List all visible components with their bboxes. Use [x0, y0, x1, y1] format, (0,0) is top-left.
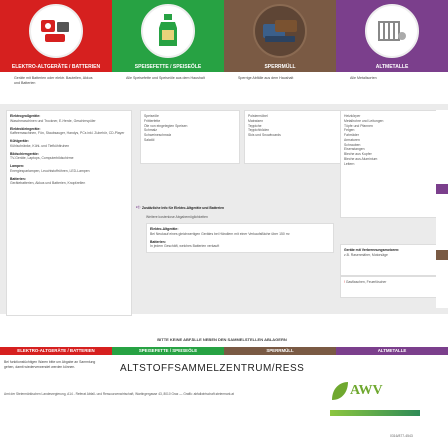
- gas-items: Gasflaschen, Feuerlöscher: [345, 280, 387, 284]
- metal-item: Heizkörper: [344, 114, 361, 118]
- group-items: TV-Geräte, Laptops, Computerbildschirme: [10, 156, 74, 161]
- metal-item: Fahrräder: [344, 133, 359, 138]
- band-bulky: SPERRMÜLL: [224, 347, 336, 355]
- credits: Amt der Steiermärkischen Landesregierung, A14 - Referat Abfall- und Ressourcenwirtschaft, Wartingergasse 43, 8010 Graz — Grafik: abfallwirtschaft.steiermark.at: [4, 392, 235, 396]
- group-items: Waschmaschinen und Trockner, E-Herde, Geschirrspüler: [10, 118, 96, 123]
- band-metal: ALTMETALLE: [336, 347, 448, 355]
- info-title: Zusätzliche Info für Elektro-Altgeräte und Batterien: [141, 206, 225, 210]
- info-list-body: Bei Neukauf eines gleichwertigen Gerätes bei Händlern mit einer Verkaufsfläche über 150 m²: [150, 231, 290, 236]
- content-area: [0, 104, 448, 314]
- group-head: Elektrogroßgeräte:: [10, 114, 41, 118]
- metal-item: Leitern: [344, 161, 355, 166]
- group-batteries: [10, 177, 128, 187]
- edge-accent-purple: [436, 184, 448, 194]
- caption-metal: Alle Metallsorten: [350, 76, 377, 80]
- group-large-appliances: [10, 114, 128, 124]
- oil-item: Speiseöle: [144, 114, 159, 118]
- engine-devices-card: [340, 244, 438, 276]
- oil-item: Schweineschmalz: [144, 133, 172, 138]
- arrow-icon: ➪: [136, 205, 142, 211]
- group-items: Energiesparlampen, Leuchtstoffröhren, LED-Lampen: [10, 168, 90, 173]
- metal-item: Bleche aus Kupfer: [344, 152, 372, 157]
- top-category-band: [0, 62, 448, 72]
- oil-item: Schmalz: [144, 128, 158, 133]
- band-electronics: ELEKTRO-ALTGERÄTE / BATTERIEN: [0, 347, 112, 355]
- group-cooling: [10, 139, 128, 149]
- band-metal: ALTMETALLE: [336, 62, 448, 72]
- group-items: Kühlschränke, Kühl- und Tiefkühltruhen: [10, 143, 70, 148]
- icon-tile-metal: [336, 0, 448, 62]
- bulky-item: Polstermöbel: [248, 114, 268, 118]
- group-head: Kühlgeräte:: [10, 139, 29, 144]
- oils-list-card: [140, 110, 240, 164]
- bulky-waste-icon: [253, 4, 307, 58]
- info-card: [146, 223, 334, 253]
- electronics-list-card: [6, 110, 132, 316]
- header-icons: [0, 0, 448, 62]
- electronics-icon: [29, 4, 83, 58]
- logo-text: AWV: [350, 383, 383, 398]
- metal-item: Eisenstangen: [344, 147, 365, 152]
- metal-item: Metallrohre und Leitungen: [344, 118, 384, 123]
- info-subtitle: Weitere kostenlose Abgabemöglichkeiten: [146, 215, 208, 220]
- caption-bulky: Sperrige Abfälle aus dem Haushalt: [238, 76, 294, 80]
- group-small-appliances: [10, 127, 128, 137]
- bulky-item: Teppichböden: [248, 128, 270, 133]
- group-lamps: [10, 164, 128, 174]
- metal-item: Schrauben: [344, 142, 361, 147]
- bottom-category-band: [0, 347, 448, 355]
- metal-item: Felgen: [344, 128, 355, 133]
- awv-logo: [330, 376, 422, 406]
- metal-list-card: [340, 110, 438, 218]
- group-head: Batterien:: [10, 176, 26, 181]
- group-head: Lampen:: [10, 164, 25, 169]
- caption-electronics: Geräte mit Batterien oder elektr. Bauteilen, Akkus und Batterien: [14, 76, 93, 85]
- oil-item: Öle von eingelegten Speisen: [144, 123, 188, 128]
- oil-bottle-icon: [141, 4, 195, 58]
- phone-number: 0316/877-4543: [390, 434, 413, 438]
- group-head: Bildschirmgeräte:: [10, 151, 39, 156]
- leaf-icon: [330, 380, 350, 402]
- icon-tile-bulky: [224, 0, 336, 62]
- icon-tile-electronics: [0, 0, 112, 62]
- oil-item: Salatöl: [144, 137, 155, 142]
- band-oils: SPEISEFETTE / SPEISEÖLE: [112, 347, 224, 355]
- band-bulky: SPERRMÜLL: [224, 62, 336, 72]
- logo-bar: [330, 410, 420, 416]
- oil-item: Frittierfette: [144, 118, 161, 123]
- gas-devices-card: ! Gasflaschen, Feuerlöscher: [340, 276, 438, 298]
- bulky-item: Matratzen: [248, 118, 264, 123]
- metal-item: Armaturen: [344, 137, 360, 142]
- metal-item: Bleche aus Aluminium: [344, 156, 378, 161]
- info-battery-body: In jedem Geschäft, welches Batterien verkauft: [150, 244, 220, 249]
- engine-head: Geräte mit Verbrennungsmotoren:: [344, 248, 400, 252]
- caption-oils: Alle Speisefette und Speiseöle aus dem Haushalt: [126, 76, 205, 80]
- icon-tile-oil: [112, 0, 224, 62]
- group-items: Kaffeemaschinen, Fön, Staubsauger, Handys, PCs inkl. Zubehör, CD-Player: [10, 131, 125, 136]
- rule-notice: BITTE KEINE ABFÄLLE NEBEN DEN SAMMELSTELLEN ABLAGERN: [157, 337, 287, 342]
- bulky-item: Skis und Snowboards: [248, 133, 281, 138]
- band-electronics: ELEKTRO-ALTGERÄTE / BATTERIEN: [0, 62, 112, 72]
- engine-items: z.B. Rasenmäher, Motorsäge: [344, 252, 388, 257]
- category-descriptions: [0, 74, 448, 100]
- group-head: Elektrokleingeräte:: [10, 126, 41, 131]
- group-items: Gerätebatterien, Akkus und Batterien, Knopfzellen: [10, 181, 86, 186]
- group-screens: [10, 152, 128, 162]
- info-battery-head: Batterien:: [150, 239, 166, 244]
- metal-item: Töpfe und Pfannen: [344, 123, 373, 128]
- bulky-item: Teppiche: [248, 123, 262, 128]
- bulky-list-card: [244, 110, 342, 164]
- info-list-head: Elektro-Altgeräte:: [150, 227, 179, 232]
- footer-title: ALTSTOFFSAMMELZENTRUM/RESS: [120, 363, 305, 374]
- edge-accent-brown: [436, 250, 448, 260]
- band-oils: SPEISEFETTE / SPEISEÖLE: [112, 62, 224, 72]
- additional-info: [136, 204, 336, 253]
- edge-column: [436, 110, 448, 308]
- reuse-note: Bei funktionstüchtigen Waren bitte um Abgabe an Sammlung gehen, damit wiederverwendet werden können.: [4, 360, 96, 369]
- scrap-metal-icon: [365, 4, 419, 58]
